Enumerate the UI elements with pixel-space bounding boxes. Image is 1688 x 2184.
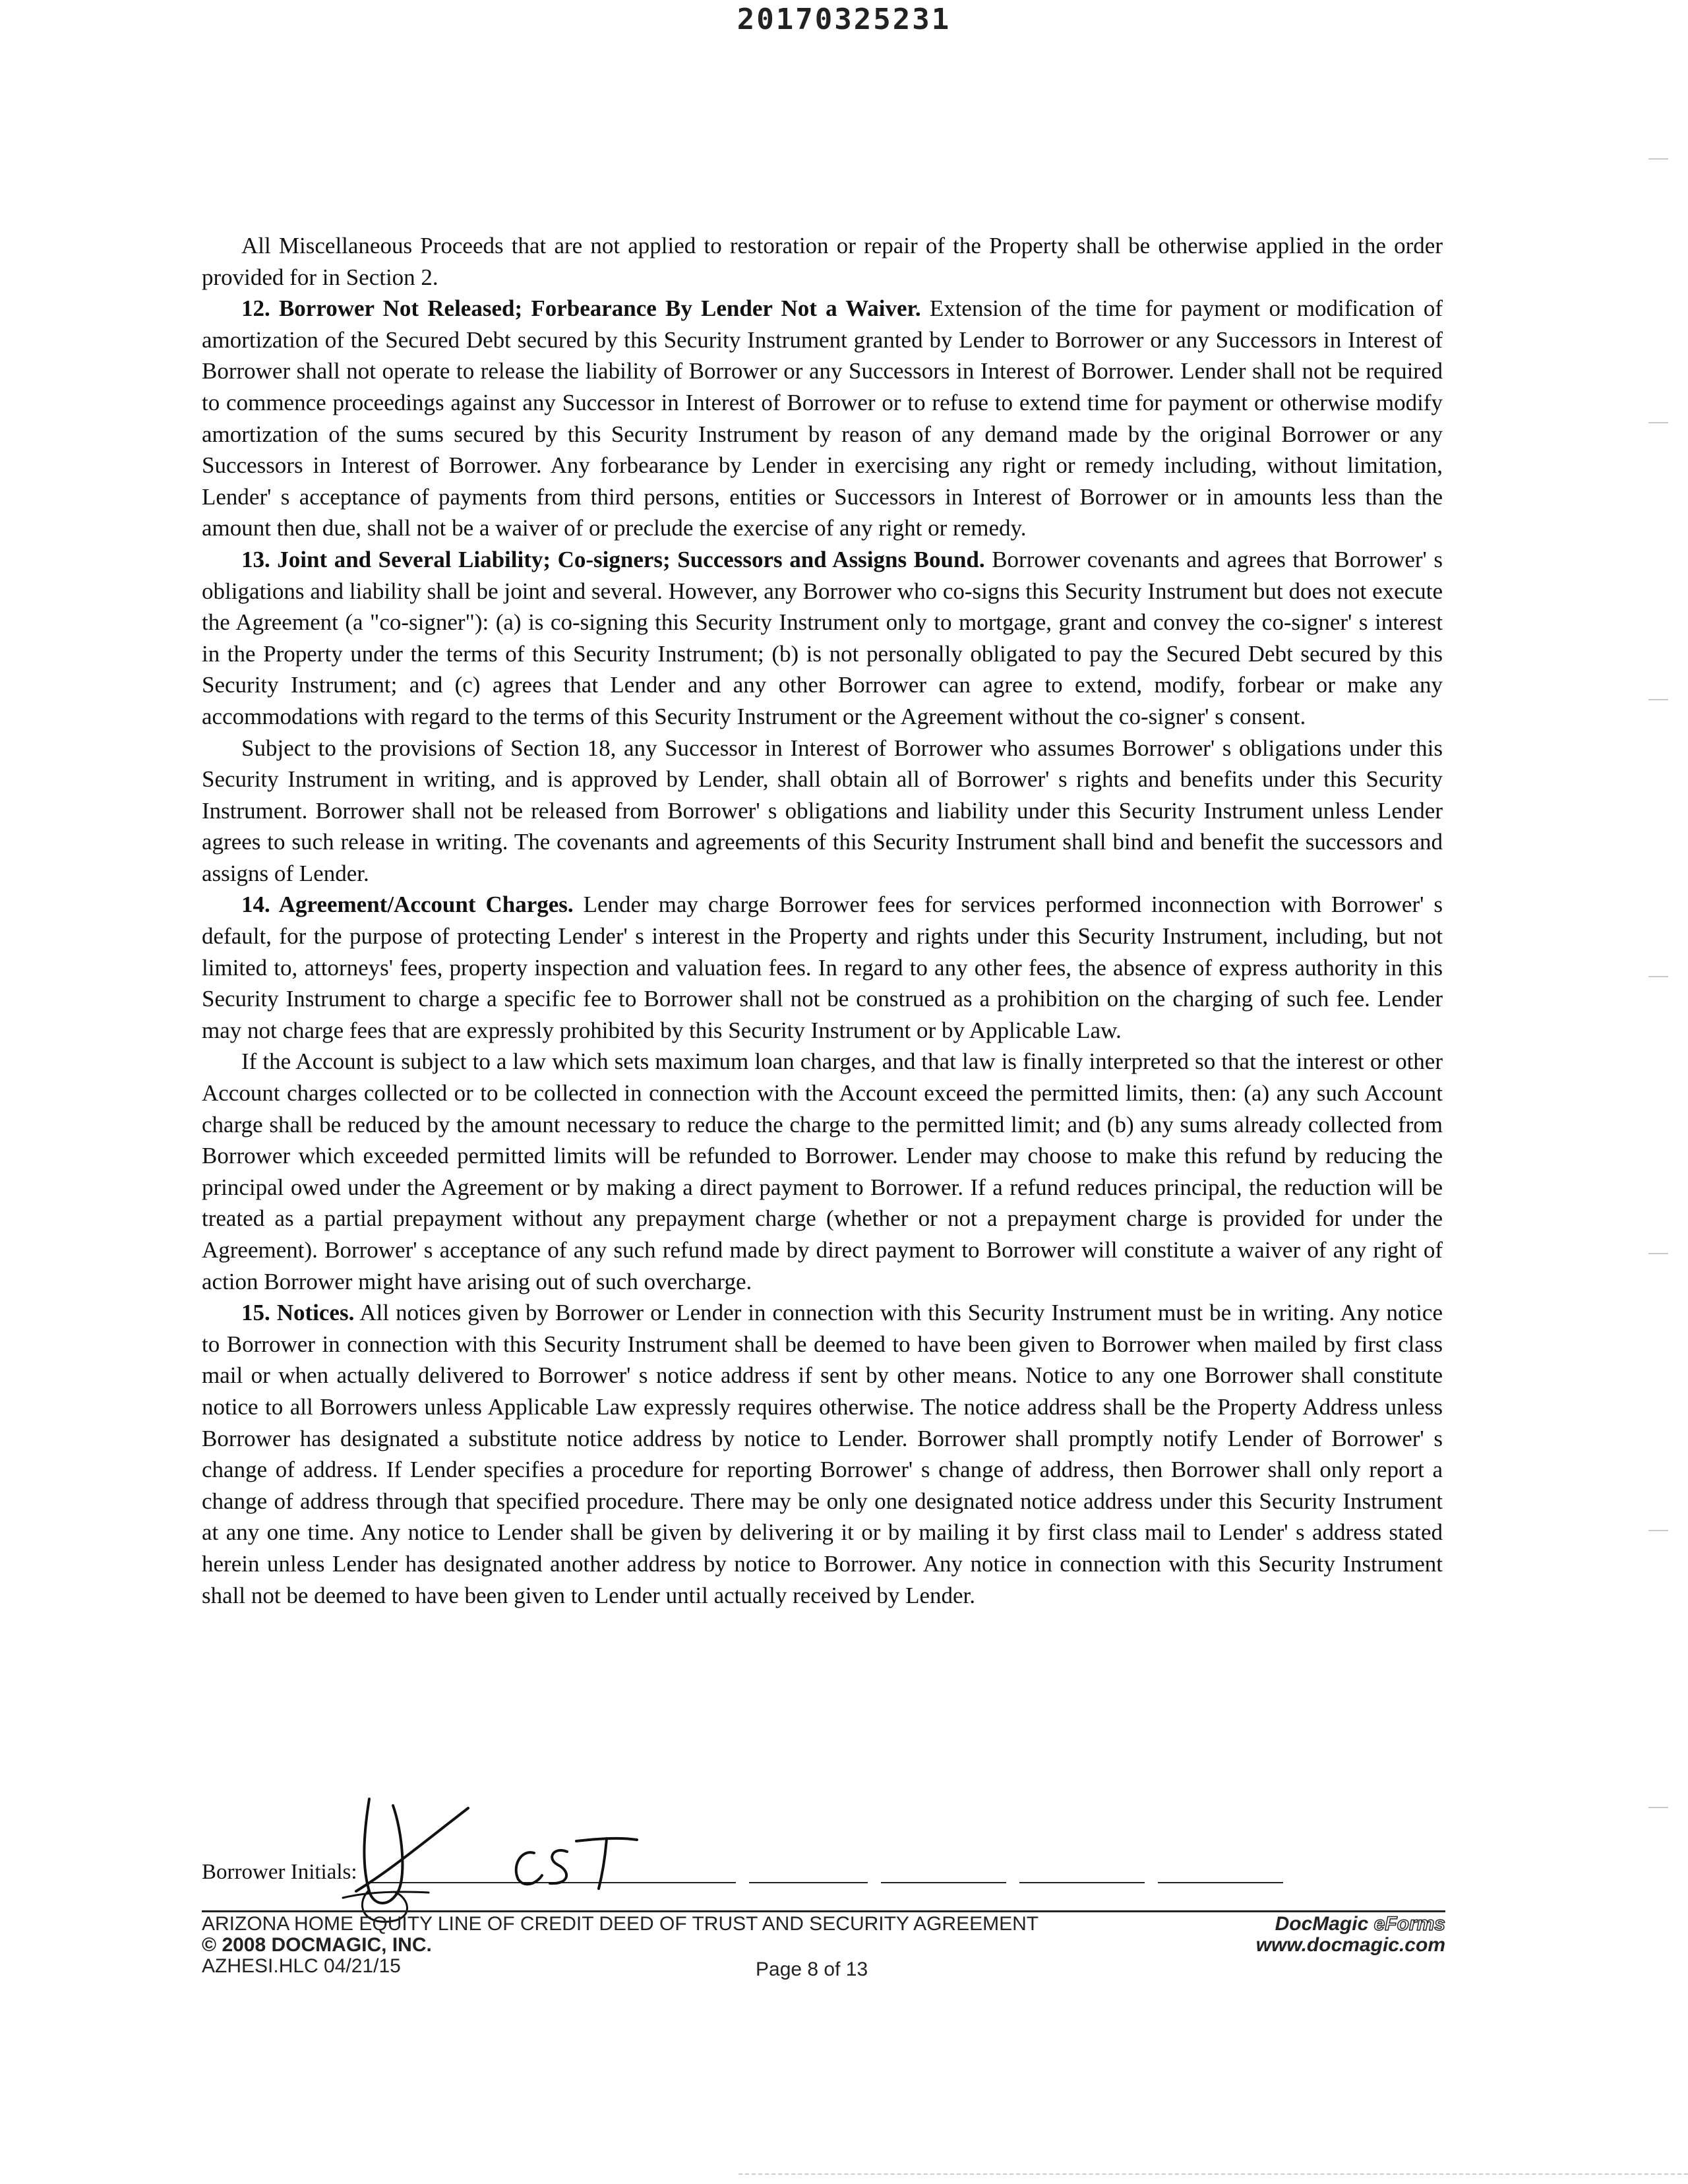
section-15 <box>202 1297 1443 1611</box>
copyright: © 2008 DOCMAGIC, INC. <box>202 1934 432 1956</box>
form-title: ARIZONA HOME EQUITY LINE OF CREDIT DEED OF TRUST AND SECURITY AGREEMENT <box>202 1913 1039 1935</box>
section-14 <box>202 889 1443 1046</box>
section-13-text: Borrower covenants and agrees that Borrower' s obligations and liability shall be joint and several. However, any Borrower who co-signs this Security Instrument but does not execute the Agreement (a "co-signer"): (a) is co-signing this Security Instrument only to mortgage, grant and convey the co-signer' s interest in the Property under the terms of this Security Instrument; (b) is not personally obligated to pay the Secured Debt secured by this Security Instrument; and (c) agrees that Lender and any other Borrower can agree to extend, modify, forbear or make any accommodations with regard to the terms of this Security Instrument or the Agreement without the co-signer' s consent. <box>202 546 1443 729</box>
form-code: AZHESI.HLC 04/21/15 <box>202 1955 401 1977</box>
section-15-heading: 15. Notices. <box>241 1300 355 1326</box>
brand-docmagic: DocMagic <box>1275 1913 1369 1935</box>
borrower-initials-label: Borrower Initials: <box>202 1860 357 1884</box>
section-12 <box>202 293 1443 544</box>
brand-eforms: eForms <box>1373 1913 1445 1935</box>
section-15-text: All notices given by Borrower or Lender in connection with this Security Instrument must be in writing. Any notice to Borrower in connection with this Security Instrument shall be deemed to have been given to Borrower when mailed by first class mail or when actually delivered to Borrower' s notice address if sent by other means. Notice to any one Borrower shall constitute notice to all Borrowers unless Applicable Law expressly requires otherwise. The notice address shall be the Property Address unless Borrower has designated a substitute notice address by notice to Lender. Borrower shall promptly notify Lender of Borrower' s change of address. If Lender specifies a procedure for reporting Borrower' s change of address, then Borrower shall only report a change of address through that specified procedure. There may be only one designated notice address under this Security Instrument at any one time. Any notice to Lender shall be given by delivering it or by mailing it by first class mail to Lender' s address stated herein unless Lender has designated another address by notice to Borrower. Any notice in connection with this Security Instrument shall not be deemed to have been given to Lender until actually received by Lender. <box>202 1300 1443 1608</box>
section-12-heading: 12. Borrower Not Released; Forbearance By Lender Not a Waiver. <box>241 295 921 322</box>
initials-line-5 <box>1019 1882 1145 1883</box>
scan-margin-marks <box>1648 132 1675 2110</box>
initials-line-3 <box>749 1882 868 1883</box>
paragraph-misc-proceeds: All Miscellaneous Proceeds that are not applied to restoration or repair of the Property shall be otherwise applied in the order provided for in Section 2. <box>202 233 1443 290</box>
scan-tick <box>1648 1530 1668 1531</box>
section-14-text: Lender may charge Borrower fees for services performed inconnection with Borrower' s default, for the purpose of protecting Lender' s interest in the Property and rights under this Security Instrument, including, but not limited to, attorneys' fees, property inspection and valuation fees. In regard to any other fees, the absence of express authority in this Security Instrument to charge a specific fee to Borrower shall not be construed as a prohibition on the charging of such fee. Lender may not charge fees that are expressly prohibited by this Security Instrument or by Applicable Law. <box>202 892 1443 1043</box>
document-number: 20170325231 <box>737 3 951 36</box>
section-12-text: Extension of the time for payment or modification of amortization of the Secured Debt secured by this Security Instrument granted by Lender to Borrower or any Successors in Interest of Borrower shall not operate to release the liability of Borrower or any Successors in Interest of Borrower. Lender shall not be required to commence proceedings against any Successor in Interest of Borrower or to refuse to extend time for payment or otherwise modify amortization of the sums secured by this Security Instrument by reason of any demand made by the original Borrower or any Successors in Interest of Borrower. Any forbearance by Lender in exercising any right or remedy including, without limitation, Lender' s acceptance of payments from third persons, entities or Successors in Interest of Borrower or in amounts less than the amount then due, shall not be a waiver of or preclude the exercise of any right or remedy. <box>202 295 1443 541</box>
handwritten-initials-cst <box>508 1827 640 1893</box>
scan-tick <box>1648 976 1668 977</box>
footer-brand <box>1256 1914 1445 1956</box>
document-body <box>202 230 1443 1611</box>
initials-line-6 <box>1158 1882 1283 1883</box>
footer-rule <box>202 1910 1445 1912</box>
scan-tick <box>1648 699 1668 700</box>
section-13-heading: 13. Joint and Several Liability; Co-signers; Successors and Assigns Bound. <box>241 546 985 572</box>
page-footer <box>202 1914 1445 1986</box>
brand-name <box>1256 1914 1445 1935</box>
section-13 <box>202 544 1443 733</box>
section-14-paragraph-2: If the Account is subject to a law which sets maximum loan charges, and that law is finally interpreted so that the interest or other Account charges collected or to be collected in connection with the Account exceed the permitted limits, then: (a) any such Account charge shall be reduced by the amount necessary to reduce the charge to the permitted limit; and (b) any sums already collected from Borrower which exceeded permitted limits will be refunded to Borrower. Lender may choose to make this refund by reducing the principal owed under the Agreement or by making a direct payment to Borrower. If a refund reduces principal, the reduction will be treated as a partial prepayment without any prepayment charge (whether or not a prepayment charge is provided for under the Agreement). Borrower' s acceptance of any such refund made by direct payment to Borrower will constitute a waiver of any right of action Borrower might have arising out of such overcharge. <box>202 1048 1443 1294</box>
scan-bottom-edge <box>738 2173 1688 2175</box>
footer-left <box>202 1914 1039 1977</box>
scan-tick <box>1648 1253 1668 1254</box>
scan-tick <box>1648 422 1668 423</box>
page-number: Page 8 of 13 <box>756 1958 868 1980</box>
section-13-paragraph-2: Subject to the provisions of Section 18, any Successor in Interest of Borrower who assumes Borrower' s obligations under this Security Instrument in writing, and is approved by Lender, shall obtain all of Borrower' s rights and benefits under this Security Instrument. Borrower shall not be released from Borrower' s obligations and liability under this Security Instrument unless Lender agrees to such release in writing. The covenants and agreements of this Security Instrument shall bind and benefit the successors and assigns of Lender. <box>202 735 1443 886</box>
scan-tick <box>1648 158 1668 160</box>
brand-website: www.docmagic.com <box>1255 1934 1445 1956</box>
initials-line-4 <box>881 1882 1006 1883</box>
section-14-heading: 14. Agreement/Account Charges. <box>241 892 574 918</box>
scan-tick <box>1648 1807 1668 1808</box>
